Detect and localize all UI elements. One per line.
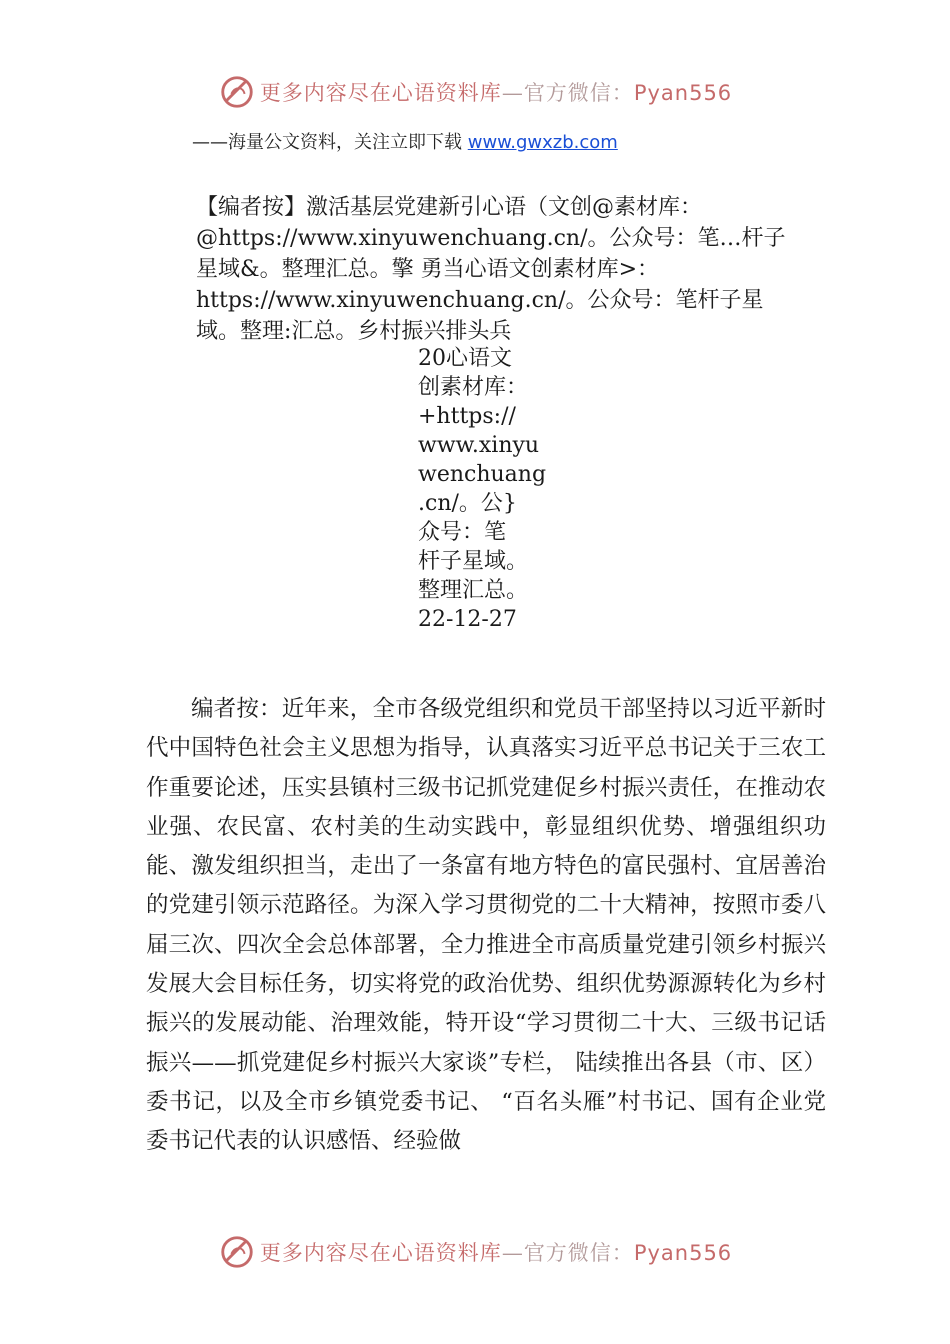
editor-note-line: https://www.xinyuwenchuang.cn/。公众号：笔杆子星 (196, 288, 764, 313)
narrow-line: 22-12-27 (418, 607, 517, 632)
banner-wechat: Pyan556 (633, 1241, 733, 1265)
logo-icon (218, 1233, 256, 1271)
editor-note-line: @https://www.xinyuwenchuang.cn/。公众号：笔…杆子 (196, 226, 786, 251)
editor-note-line: 域。整理:汇总。乡村振兴排头兵 (196, 319, 512, 344)
body-text (146, 690, 826, 1162)
narrow-line: 众号：笔 (418, 520, 507, 545)
narrow-line: 创素材库： (418, 375, 529, 400)
download-link[interactable]: www.gwxzb.com (467, 132, 618, 153)
logo-icon (218, 73, 256, 111)
header-banner (0, 70, 950, 114)
banner-wechat: Pyan556 (633, 81, 733, 105)
banner-sep: —官方微信： (501, 81, 634, 105)
banner-text (260, 1237, 732, 1267)
narrow-line: wenchuang (418, 462, 547, 487)
editor-note-line: 星域&。整理汇总。擎 勇当心语文创素材库>： (196, 257, 660, 282)
footer-banner (0, 1230, 950, 1274)
banner-main: 更多内容尽在心语资料库 (259, 1241, 502, 1265)
narrow-line: .cn/。公} (418, 491, 517, 516)
narrow-line: 整理汇总。 (418, 578, 529, 603)
tagline (192, 128, 912, 154)
tagline-prefix: ——海量公文资料，关注立即下载 (192, 132, 468, 153)
editor-note-line: 【编者按】激活基层党建新引心语（文创@素材库： (196, 195, 703, 220)
banner-text (260, 77, 732, 107)
body-paragraph: 编者按：近年来，全市各级党组织和党员干部坚持以习近平新时代中国特色社会主义思想为指导，认真落实习近平总书记关于三农工作重要论述，压实县镇村三级书记抓党建促乡村振兴责任，在推动农业强、农民富、农村美的生动实践中，彰显组织优势、增强组织功能、激发组织担当，走出了一条富有地方特色的富民强村、宜居善治的党建引领示范路径。为深入学习贯彻党的二十大精神，按照市委八届三次、四次全会总体部署，全力推进全市高质量党建引领乡村振兴发展大会目标任务，切实将党的政治优势、组织优势源源转化为乡村振兴的发展动能、治理效能，特开设“学习贯彻二十大、三级书记话振兴——抓党建促乡村振兴大家谈”专栏， 陆续推出各县（市、区）委书记，以及全市乡镇党委书记、 “百名头雁”村书记、国有企业党委书记代表的认识感悟、经验做 (146, 696, 826, 1155)
banner-main: 更多内容尽在心语资料库 (259, 81, 502, 105)
narrow-line: +https:// (418, 404, 516, 429)
banner-sep: —官方微信： (501, 1241, 634, 1265)
narrow-line: 20心语文 (418, 346, 512, 371)
narrow-block (418, 344, 548, 634)
narrow-line: 杆子星域。 (418, 549, 529, 574)
narrow-line: www.xinyu (418, 433, 540, 458)
editor-note (196, 192, 836, 347)
